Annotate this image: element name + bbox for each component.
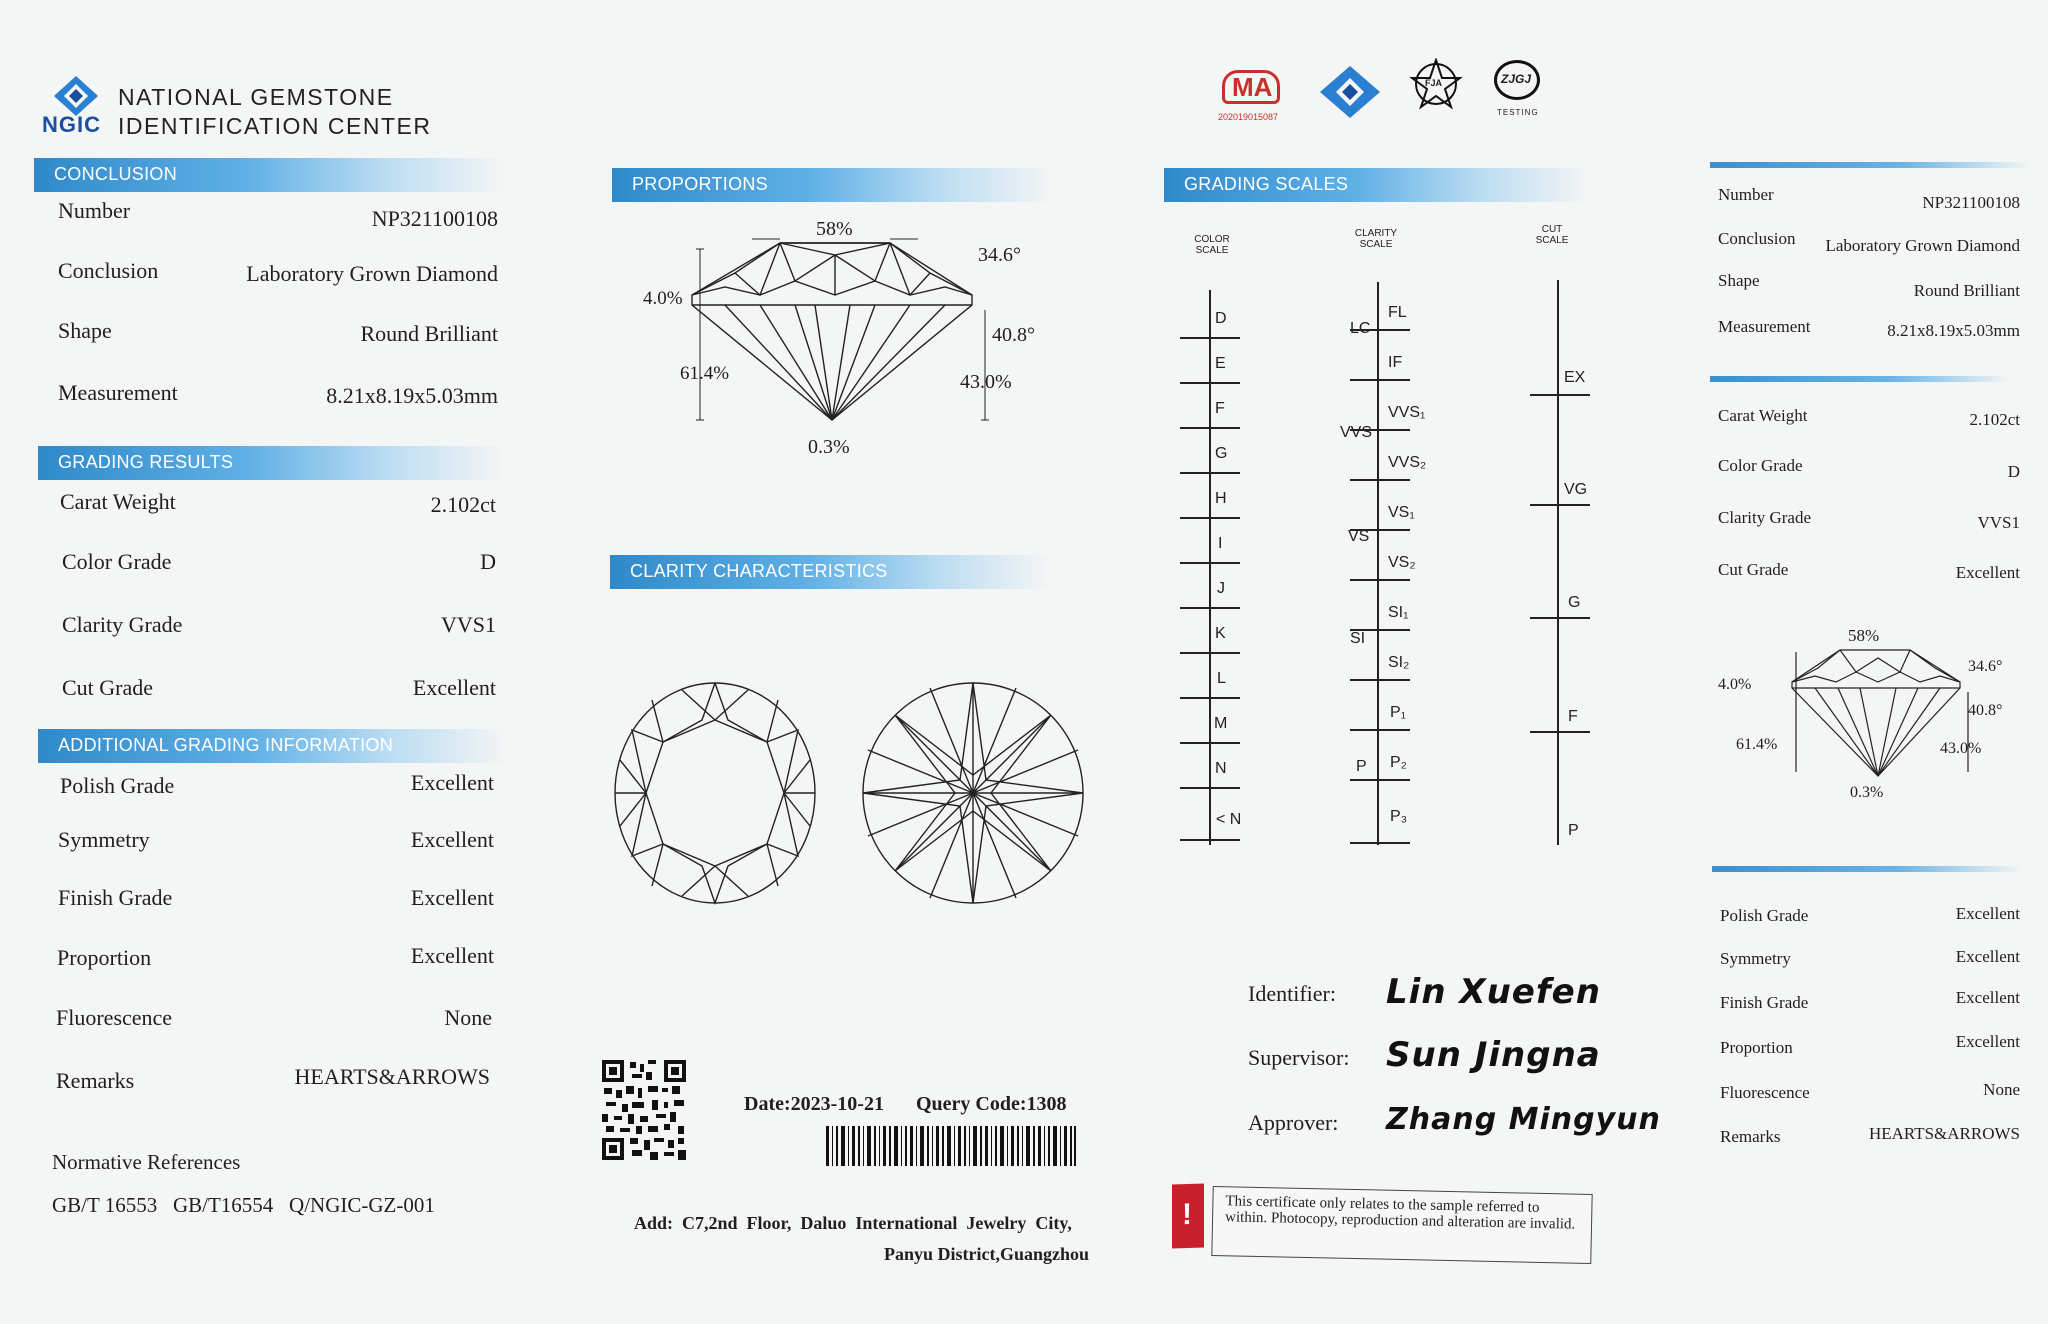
color-grade-label: M xyxy=(1214,715,1228,732)
row-value: Excellent xyxy=(410,827,494,852)
normative-standards: GB/T 16553 GB/T16554 Q/NGIC-GZ-001 xyxy=(52,1193,435,1217)
row-label: Color Grade xyxy=(62,549,172,574)
row-value: NP321100108 xyxy=(1922,193,2020,212)
prop-crown-angle: 34.6° xyxy=(978,244,1021,266)
row-label: Symmetry xyxy=(58,827,150,852)
summary-prop-pavilion-angle: 40.8° xyxy=(1968,702,2003,719)
supervisor-signature: Sun Jingna xyxy=(1386,1035,1601,1075)
barcode xyxy=(826,1126,1076,1166)
row-label: Measurement xyxy=(1718,317,1811,336)
row-label: Number xyxy=(1718,185,1774,204)
row-value: VVS1 xyxy=(440,612,496,637)
clarity-group-label: VS xyxy=(1348,528,1370,545)
row-value: 8.21x8.19x5.03mm xyxy=(326,383,498,408)
warning-icon-glyph: ! xyxy=(1182,1197,1192,1232)
clarity-grade-label: IF xyxy=(1388,354,1403,371)
color-grade-label: E xyxy=(1215,355,1226,372)
clarity-grade-label: FL xyxy=(1388,304,1407,321)
row-label: Measurement xyxy=(58,380,178,405)
crown-plot-diagram xyxy=(612,680,818,906)
row-value: Excellent xyxy=(410,885,494,910)
conclusion-heading: CONCLUSION xyxy=(54,164,178,184)
row-label: Symmetry xyxy=(1720,949,1791,968)
notice-text: This certificate only relates to the sample referred to within. Photocopy, reproduction and alteration are invalid. xyxy=(1224,1193,1576,1233)
color-grade-label: N xyxy=(1215,760,1227,777)
cut-grade-label: G xyxy=(1568,594,1581,611)
cut-grade-label: VG xyxy=(1564,481,1588,498)
row-value: Round Brilliant xyxy=(1913,281,2020,300)
normative-label: Normative References xyxy=(52,1150,241,1174)
clarity-scale-title: CLARITY SCALE xyxy=(1354,228,1398,250)
prop-table-pct: 58% xyxy=(816,218,853,240)
row-value: HEARTS&ARROWS xyxy=(294,1064,490,1089)
summary-additional-bar xyxy=(1712,866,2022,872)
row-value: HEARTS&ARROWS xyxy=(1868,1124,2020,1143)
approver-signature: Zhang Mingyun xyxy=(1386,1102,1661,1137)
notice-frame xyxy=(1211,1186,1592,1264)
row-value: VVS1 xyxy=(1977,513,2020,532)
row-value: 2.102ct xyxy=(430,492,496,517)
color-scale-title: COLOR SCALE xyxy=(1194,234,1230,256)
clarity-grade-label: SI₁ xyxy=(1388,604,1409,621)
color-grade-label: G xyxy=(1215,445,1228,462)
row-value: None xyxy=(1983,1080,2020,1099)
color-grade-label: D xyxy=(1215,310,1227,327)
query-code: Query Code:1308 xyxy=(916,1093,1067,1115)
color-grade-label: F xyxy=(1215,400,1225,417)
row-value: None xyxy=(444,1005,492,1030)
color-grade-label: I xyxy=(1218,535,1223,552)
notice-box xyxy=(1172,1184,1602,1268)
row-label: Number xyxy=(58,198,131,223)
row-label: Clarity Grade xyxy=(62,612,183,637)
color-grade-label: K xyxy=(1215,625,1226,642)
pavilion-plot-diagram xyxy=(860,680,1086,906)
clarity-grade-label: VS₁ xyxy=(1388,504,1415,521)
row-label: Remarks xyxy=(56,1068,135,1093)
prop-pavilion-angle: 40.8° xyxy=(992,324,1035,346)
clarity-group-label: VVS xyxy=(1340,424,1373,441)
proportions-band xyxy=(612,168,1052,202)
clarity-grade-label: VVS₂ xyxy=(1388,454,1427,471)
row-value: Excellent xyxy=(1955,988,2020,1007)
row-value: Excellent xyxy=(410,943,494,968)
prop-girdle: 4.0% xyxy=(643,288,683,309)
summary-prop-culet: 0.3% xyxy=(1850,784,1884,801)
row-label: Polish Grade xyxy=(1720,906,1809,925)
color-grade-label: J xyxy=(1217,580,1225,597)
prop-pavilion-depth: 43.0% xyxy=(960,371,1012,393)
summary-prop-pavilion-depth: 43.0% xyxy=(1940,740,1982,757)
cma-number: 202019015087 xyxy=(1218,112,1279,122)
summary-prop-total-depth: 61.4% xyxy=(1736,736,1778,753)
row-label: Finish Grade xyxy=(58,885,173,910)
row-label: Cut Grade xyxy=(62,675,154,700)
row-label: Proportion xyxy=(1720,1038,1793,1057)
cut-grade-label: F xyxy=(1568,708,1578,725)
clarity-grade-label: SI₂ xyxy=(1388,654,1410,671)
qr-code xyxy=(602,1060,686,1160)
row-label: Shape xyxy=(1718,271,1760,290)
cut-grade-label: EX xyxy=(1564,369,1586,386)
row-label: Fluorescence xyxy=(56,1005,173,1030)
row-value: D xyxy=(2007,462,2020,481)
row-label: Remarks xyxy=(1720,1127,1781,1146)
row-value: Excellent xyxy=(412,675,496,700)
cma-logo-text: MA xyxy=(1232,72,1273,102)
additional-info-heading: ADDITIONAL GRADING INFORMATION xyxy=(58,735,394,755)
cut-scale-title: CUT SCALE xyxy=(1535,224,1569,246)
clarity-grade-label: VS₂ xyxy=(1388,554,1416,571)
clarity-characteristics-band xyxy=(610,555,1050,589)
prop-total-depth: 61.4% xyxy=(680,363,730,384)
row-label: Conclusion xyxy=(58,258,159,283)
prop-culet: 0.3% xyxy=(808,436,850,458)
row-value: Round Brilliant xyxy=(360,321,498,346)
color-grade-label: < N xyxy=(1216,811,1242,828)
clarity-grade-label: P₁ xyxy=(1390,704,1407,721)
row-label: Carat Weight xyxy=(1718,406,1808,425)
proportions-heading: PROPORTIONS xyxy=(632,174,768,194)
row-label: Fluorescence xyxy=(1720,1083,1810,1102)
address-line1: Add: C7,2nd Floor, Daluo International Jewelry City, xyxy=(634,1213,1072,1233)
row-value: NP321100108 xyxy=(371,206,498,231)
row-label: Proportion xyxy=(57,945,152,970)
row-label: Clarity Grade xyxy=(1718,508,1811,527)
clarity-group-label: LC xyxy=(1350,320,1371,337)
summary-prop-table: 58% xyxy=(1848,626,1880,645)
fja-logo-text: FJA xyxy=(1425,78,1443,88)
ngic-logo-icon xyxy=(54,76,98,116)
ngic-logo-text: NGIC xyxy=(42,112,101,137)
summary-proportions-diagram xyxy=(1760,620,2003,790)
color-grade-label: H xyxy=(1215,490,1227,507)
clarity-grade-label: VVS₁ xyxy=(1388,404,1426,421)
lab-name-line1: NATIONAL GEMSTONE xyxy=(118,84,394,110)
conclusion-band xyxy=(34,158,504,192)
grading-results-heading: GRADING RESULTS xyxy=(58,452,234,472)
row-value: Excellent xyxy=(1955,904,2020,923)
clarity-grade-label: P₃ xyxy=(1390,808,1408,825)
row-label: Shape xyxy=(58,318,112,343)
clarity-grade-label: P₂ xyxy=(1390,754,1407,771)
color-grade-label: L xyxy=(1217,670,1226,687)
row-value: Laboratory Grown Diamond xyxy=(246,261,498,286)
clarity-characteristics-heading: CLARITY CHARACTERISTICS xyxy=(630,561,888,581)
lab-name-line2: IDENTIFICATION CENTER xyxy=(118,113,432,139)
grading-scales-heading: GRADING SCALES xyxy=(1184,174,1349,194)
row-value: 2.102ct xyxy=(1969,410,2020,429)
warning-icon xyxy=(1172,1183,1204,1248)
row-label: Carat Weight xyxy=(60,489,176,514)
additional-info-band xyxy=(38,729,508,763)
grading-results-band xyxy=(38,446,504,480)
identifier-label: Identifier: xyxy=(1248,981,1336,1006)
clarity-group-label: P xyxy=(1356,758,1367,775)
row-label: Finish Grade xyxy=(1720,993,1809,1012)
row-value: Laboratory Grown Diamond xyxy=(1825,236,2020,255)
summary-grading-bar xyxy=(1710,376,2010,382)
clarity-group-label: SI xyxy=(1350,630,1366,647)
cma-logo xyxy=(1218,70,1286,126)
zjgj-logo xyxy=(1488,60,1548,120)
row-label: Cut Grade xyxy=(1718,560,1789,579)
row-value: Excellent xyxy=(1955,563,2020,582)
zjgj-logo-text: ZJGJ xyxy=(1501,72,1532,86)
summary-prop-girdle: 4.0% xyxy=(1718,676,1752,693)
certificate-date: Date:2023-10-21 xyxy=(744,1093,884,1115)
grading-scales-band xyxy=(1164,168,1588,202)
row-label: Color Grade xyxy=(1718,456,1803,475)
row-label: Polish Grade xyxy=(60,773,175,798)
approver-label: Approver: xyxy=(1248,1110,1339,1135)
address-line2: Panyu District,Guangzhou xyxy=(884,1244,1090,1264)
summary-prop-crown: 34.6° xyxy=(1968,658,2003,675)
fja-logo xyxy=(1410,58,1462,110)
supervisor-label: Supervisor: xyxy=(1248,1045,1350,1070)
row-value: Excellent xyxy=(1955,947,2020,966)
row-value: Excellent xyxy=(1955,1032,2020,1051)
row-label: Conclusion xyxy=(1718,229,1796,248)
row-value: 8.21x8.19x5.03mm xyxy=(1887,321,2020,340)
testing-text: TESTING xyxy=(1497,108,1539,117)
row-value: Excellent xyxy=(410,770,494,795)
row-value: D xyxy=(480,549,496,574)
ngic-mark-icon xyxy=(1320,66,1380,118)
summary-top-bar xyxy=(1710,162,2030,168)
cut-grade-label: P xyxy=(1568,822,1579,839)
identifier-signature: Lin Xuefen xyxy=(1386,972,1601,1012)
